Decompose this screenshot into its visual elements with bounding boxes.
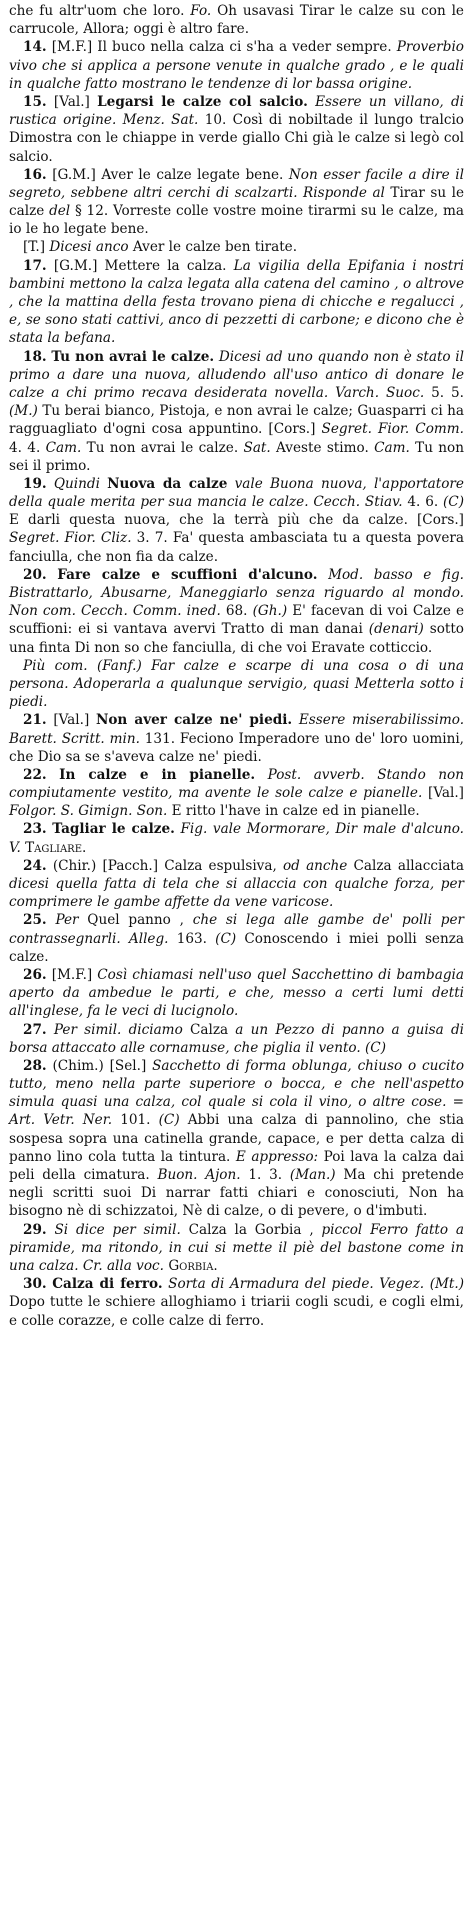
entry-text: [47, 567, 58, 583]
entry-text: (C): [215, 930, 237, 947]
entry-text: E' facevan di voi Calze e scuffioni: ei si vantava avervi Tratto di man danai: [9, 603, 465, 638]
entry-text: Fo.: [190, 3, 212, 19]
entry-text: 17.: [23, 257, 47, 274]
dictionary-entry: [9, 966, 464, 1021]
entry-text: (Man.): [289, 1167, 336, 1183]
entry-text: Fare calze e scuffioni d'alcuno.: [57, 566, 318, 583]
entry-text: Nuova da calze: [107, 475, 228, 492]
entry-text: Aveste stimo.: [270, 439, 375, 456]
entry-text: [47, 476, 54, 492]
entry-text: [292, 712, 299, 728]
entry-text: Essere miserabilissimo. Barett. Scritt. min.: [9, 712, 465, 747]
entry-text: Tu non sei il primo.: [9, 439, 464, 474]
entry-text: Abbi una calza di pannolino, che stia sospesa sopra una catinella grande, capace, e per detta calza di panno lino cola tutta la tintura.: [9, 1112, 464, 1165]
entry-text: Folgor. S. Gimign. Son.: [9, 803, 168, 820]
entry-text: [M.F.]: [46, 966, 98, 983]
entry-text: Calza: [182, 1021, 236, 1038]
entry-text: Tu berai bianco, Pistoja, e non avrai le calze; Guasparri ci ha ragguagliato d'ogni cosa appuntino. [Cors.]: [9, 403, 464, 438]
entry-text: Menz. Sat.: [122, 112, 199, 129]
entry-text: 10. Così di nobiltade il lungo tralcio Dimostra con le chiappe in verde giallo Chi già le calze si legò col salcio.: [9, 112, 464, 165]
entry-text: In calze e in pianelle.: [59, 766, 256, 783]
entry-text: Gorbia.: [168, 1257, 218, 1274]
entry-text: Sorta di Armadura del piede. Vegez.: [168, 1276, 425, 1293]
entry-text: piccol Ferro fatto a piramide, ma ritondo, in cui si mette il piè del bastone come in una calza. Cr. alla voc.: [9, 1221, 464, 1274]
entry-text: (Gh.): [252, 603, 288, 620]
entry-text: Cam.: [45, 439, 82, 456]
entry-text: [47, 1022, 54, 1038]
entry-text: 131. Feciono Imperadore uno de' loro uomini, che Dio sa se s'aveva calze ne' piedi.: [9, 730, 464, 765]
dictionary-entry: [9, 257, 464, 348]
entry-text: dicesi quella fatta di tela che si allaccia con qualche forza, per comprimere le gambe affette da vene varicose.: [9, 876, 464, 911]
entry-text: [227, 476, 234, 492]
entry-text: Proverbio vivo che si applica a persone venute in qualche grado , e le quali in qualche fatto mostrano le tendenze di lor bassa origine.: [9, 39, 464, 92]
entry-text: [47, 767, 60, 783]
entry-text: 4. 6.: [402, 494, 443, 511]
entry-text: 23.: [23, 821, 47, 838]
entry-text: Sat.: [243, 439, 271, 456]
entry-text: [M.F.] Il buco nella calza ci s'ha a veder sempre.: [46, 39, 397, 56]
entry-text: Dopo tutte le schiere alloghiamo i triarii cogli scudi, e cogli elmi, e colle corazze, e colle calze di ferro.: [9, 1294, 464, 1329]
entry-text: Tu non avrai le calze.: [81, 439, 244, 456]
entry-text: [Val.]: [422, 785, 464, 802]
entry-text: a un Pezzo di panno a guisa di borsa attaccato alle cornamuse, che piglia il vento. (C): [9, 1021, 464, 1056]
entry-text: 19.: [23, 475, 47, 492]
entry-text: 16.: [23, 166, 47, 183]
entry-text: od anche: [282, 857, 348, 874]
entry-text: La vigilia della Epifania i nostri bambini mettono la calza legata alla catena del camino , o altrove , che la mattina della festa trovano piena di chicche e regalucci , e, se sono stati cattivi, anco di pezzetti di carbone; e dicono che è stata la befana.: [9, 257, 464, 347]
dictionary-entry: [9, 820, 464, 856]
entry-text: (Chim.) [Sel.]: [46, 1057, 153, 1074]
entry-text: 24.: [23, 857, 47, 874]
entry-text: 21.: [23, 712, 47, 729]
entry-text: 27.: [23, 1021, 47, 1038]
entry-text: che si lega alle gambe de' polli per contrassegnarli. Alleg.: [9, 912, 464, 947]
entry-text: (Chir.) [Pacch.] Calza espulsiva,: [46, 857, 283, 874]
entry-text: Post. avverb. Stando non compiutamente vestito, ma avente le sole calze e pianelle.: [9, 766, 464, 802]
entry-text: Calza la Gorbia ,: [180, 1221, 322, 1238]
entry-text: Quindi: [53, 475, 100, 492]
entry-text: [317, 567, 328, 583]
dictionary-entry: [9, 1221, 464, 1276]
entry-text: Sacchetto di forma oblunga, chiuso o cucito tutto, meno nella parte superiore o bocca, e che nell'aspetto simula quasi una calza, col quale si cola il vino, o altre cose. = Art. Vetr. Ner.: [9, 1057, 465, 1129]
dictionary-entry: [9, 1021, 464, 1057]
entry-text: Così chiamasi nell'uso quel Sacchettino di bambagia aperto da ambedue le parti, e che, messo a certi lumi detti all'inglese, fa le veci di lucignolo.: [9, 966, 464, 1020]
entry-text: Oh usavasi Tirar le calze su con le carrucole, Allora; oggi è altro fare.: [9, 3, 464, 38]
dictionary-entry: [9, 1057, 464, 1221]
entry-text: [G.M.] Mettere la calza.: [46, 257, 234, 274]
dictionary-entry: [9, 38, 464, 93]
entry-text: Calza di ferro.: [52, 1276, 163, 1293]
dictionary-entry: [9, 2, 464, 38]
entry-text: del: [49, 203, 71, 220]
entry-text: vale Buona nuova, l'apportatore della quale merita per sua mancia le calze. Cecch. Stiav.: [9, 475, 464, 511]
entry-text: 22.: [23, 766, 47, 783]
entry-text: Calza allacciata: [347, 857, 464, 874]
entry-text: Segret. Fior. Cliz.: [9, 530, 132, 547]
entry-text: 25.: [23, 912, 47, 929]
entry-text: E ritto l'have in calze ed in pianelle.: [167, 803, 420, 820]
entry-text: Per: [55, 912, 79, 929]
entry-text: Buon. Ajon.: [157, 1167, 241, 1183]
entry-text: Si dice per simil.: [54, 1221, 181, 1238]
entry-text: E appresso:: [235, 1148, 319, 1165]
entry-text: (denari): [368, 621, 424, 638]
dictionary-entry: [9, 93, 464, 166]
entry-text: 26.: [23, 966, 47, 983]
dictionary-entry: [9, 766, 464, 821]
entry-text: (M.): [9, 403, 38, 420]
entry-text: 20.: [23, 566, 47, 583]
entry-text: [Val.]: [46, 93, 98, 110]
entry-text: Tagliar le calze.: [52, 821, 175, 838]
entry-text: Fig. vale Mormorare, Dir male d'alcuno. V.: [9, 821, 465, 856]
entry-text: [88, 658, 97, 674]
entry-text: Mod. basso e fig. Bistrattarlo, Abusarne, Maneggiarlo senza riguardo al mondo. Non com. Cecch. Comm. ined.: [9, 566, 464, 620]
entry-text: Per simil. diciamo: [53, 1021, 183, 1038]
entry-text: E darli questa nuova, che la terrà più che da calze. [Cors.]: [9, 512, 464, 529]
entry-text: 30.: [23, 1276, 47, 1293]
dictionary-entry: [9, 911, 464, 966]
entry-text: Aver le calze ben tirate.: [128, 239, 298, 256]
entry-text: sotto una finta Di non so che fanciulla, di che voi Eravate cotticcio.: [9, 621, 464, 656]
entry-text: Poi lava la calza dai peli della cimatura.: [9, 1148, 464, 1183]
entry-text: 15.: [23, 93, 47, 110]
entry-text: 18.: [23, 348, 47, 365]
dictionary-entry: [9, 711, 464, 766]
dictionary-entry: [9, 857, 464, 912]
entry-text: 163.: [168, 930, 216, 947]
entry-text: (Mt.): [429, 1276, 464, 1293]
entry-text: [255, 767, 268, 783]
entry-text: (C): [158, 1112, 180, 1129]
entry-text: [142, 658, 151, 674]
entry-text: Tagliare.: [25, 839, 87, 856]
dictionary-entry: [9, 657, 464, 712]
entry-text: 5. 5.: [424, 384, 464, 401]
entry-text: 68.: [220, 603, 253, 620]
entry-text: Più com.: [23, 657, 88, 674]
entry-text: (C): [443, 494, 465, 511]
entry-text: 29.: [23, 1221, 47, 1238]
entry-text: 4. 4.: [9, 439, 46, 456]
entry-text: Segret. Fior. Comm.: [321, 421, 464, 438]
entry-text: (Fanf.): [96, 657, 142, 674]
entry-text: 1. 3.: [240, 1167, 290, 1183]
entry-text: 3. 7. Fa' questa ambasciata tu a questa povera fanciulla, che non fia da calze.: [9, 530, 464, 565]
entry-text: Quel panno ,: [78, 912, 193, 929]
dictionary-entry: [9, 475, 464, 566]
entry-text: Dicesi ad uno quando non è stato il primo a dare una nuova, alludendo all'uso antico di donare le calze a chi primo recava desiderata novella. Varch. Suoc.: [9, 348, 464, 401]
entry-text: Essere un villano, di rustica origine.: [9, 93, 465, 129]
entry-text: 14.: [23, 39, 47, 56]
entry-text: [Val.]: [46, 712, 96, 729]
dictionary-entry: [9, 238, 464, 256]
dictionary-entry: [9, 1275, 464, 1330]
dictionary-entry: [9, 166, 464, 239]
entry-text: 28.: [23, 1057, 47, 1074]
entry-text: Legarsi le calze col salcio.: [97, 93, 308, 110]
entry-text: Far calze e scarpe di una cosa o di una persona. Adoperarla a qualunque servigio, quasi Metterla sotto i piedi.: [9, 657, 464, 711]
entry-text: Ma chi pretende negli scritti suoi Di narrar fatti chiari e conosciuti, Non ha bisogno nè di schizzatoi, Nè di calze, o di pevere, o d'imbuti.: [9, 1167, 464, 1220]
entry-text: Cam.: [374, 439, 410, 456]
entry-text: 101.: [112, 1112, 159, 1129]
entry-text: che fu altr'uom che loro.: [9, 3, 191, 19]
dictionary-entry: [9, 566, 464, 657]
entry-text: Conoscendo i miei polli senza calze.: [9, 930, 464, 965]
entry-text: Non aver calze ne' piedi.: [95, 712, 293, 729]
entry-text: [T.]: [23, 239, 50, 256]
entry-text: Tu non avrai le calze.: [51, 348, 215, 365]
entry-text: Tirar su le calze: [9, 184, 464, 220]
entry-text: [G.M.] Aver le calze legate bene.: [46, 166, 289, 183]
entry-text: Dicesi anco: [49, 239, 129, 256]
entry-text: Non esser facile a dire il segreto, sebbene altri cerchi di scalzarti. Risponde al: [9, 166, 464, 201]
dictionary-entry: [9, 348, 464, 475]
entry-text: § 12. Vorreste colle vostre moine tirarmi su le calze, ma io le ho legate bene.: [9, 203, 464, 238]
